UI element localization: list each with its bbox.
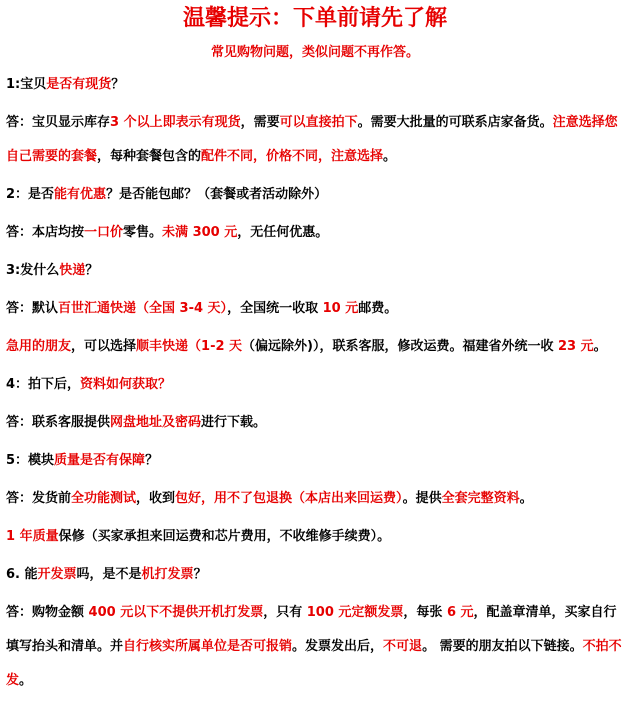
body-text: 。发票发出后，: [292, 639, 384, 654]
body-text: 1:宝贝: [6, 77, 47, 92]
highlight-text: 不拍不发: [6, 639, 622, 688]
page-subtitle: 常见购物问题，类似问题不再作答。: [210, 45, 419, 60]
question-1: [6, 76, 624, 94]
highlight-text: 400 元以下不提供开机打发票: [88, 605, 264, 620]
highlight-text: 不可退: [383, 639, 423, 654]
body-text: ，收到: [136, 491, 176, 506]
body-text: 5：模块: [6, 453, 55, 468]
highlight-text: 急用的朋友: [6, 339, 72, 354]
body-text: 答：默认: [6, 301, 59, 316]
highlight-text: 自行核实所属单位是否可报销: [123, 639, 293, 654]
highlight-text: 配件不同，价格不同，注意选择: [201, 149, 384, 164]
highlight-text: 是否有现货: [46, 77, 112, 92]
body-text: ，可以选择: [71, 339, 137, 354]
body-text: 。: [383, 149, 397, 164]
body-text: 。: [519, 491, 533, 506]
body-text: 答：联系客服提供: [6, 415, 111, 430]
question-6: [6, 566, 624, 584]
body-text: （偏远除外)），联系客服，修改运费。福建省外统一收: [242, 339, 559, 354]
highlight-text: 未满 300 元: [162, 225, 238, 240]
question-2: [6, 186, 624, 204]
highlight-text: 资料如何获取？: [80, 377, 172, 392]
body-text: 2：是否: [6, 187, 55, 202]
answer-1: [6, 106, 624, 174]
question-4: [6, 376, 624, 394]
body-text: ，无任何优惠。: [237, 225, 329, 240]
body-text: ，全国统一收取: [227, 301, 323, 316]
body-text: ，配盖章清单，买家自行填写抬头和清单。并: [6, 605, 617, 654]
answer-3: [6, 300, 624, 318]
highlight-text: 全套完整资料: [441, 491, 520, 506]
answer-2: [6, 224, 624, 242]
question-3: [6, 262, 624, 280]
highlight-text: 一口价: [84, 225, 124, 240]
faq-content: [6, 76, 624, 710]
body-text: ？: [111, 77, 125, 92]
highlight-text: 23 元: [558, 339, 594, 354]
body-text: 6. 能: [6, 567, 38, 582]
body-text: 邮费。: [358, 301, 398, 316]
body-text: ，只有: [263, 605, 307, 620]
body-text: ？是否能包邮？（套餐或者活动除外）: [106, 187, 328, 202]
highlight-text: 注意选择您自己需要的套餐: [6, 115, 618, 164]
body-text: 3:发什么: [6, 263, 60, 278]
body-text: 。提供: [402, 491, 442, 506]
highlight-text: 可以直接拍下: [279, 115, 358, 130]
answer-5-extra: [6, 528, 624, 546]
body-text: 。: [19, 673, 33, 688]
answer-4: [6, 414, 624, 432]
body-text: 答：购物金额: [6, 605, 89, 620]
body-text: 进行下载。: [201, 415, 267, 430]
body-text: ，每种套餐包含的: [97, 149, 202, 164]
highlight-text: 10 元: [322, 301, 359, 316]
highlight-text: 6 元: [446, 605, 474, 620]
body-text: 。需要大批量的可联系店家备货。: [357, 115, 553, 130]
highlight-text: 3 个以上即表示有现货: [110, 115, 241, 130]
page-title: 温馨提示：下单前请先了解: [182, 6, 447, 31]
body-text: ，需要: [240, 115, 280, 130]
highlight-text: 质量是否有保障: [54, 453, 146, 468]
highlight-text: 网盘地址及密码: [110, 415, 202, 430]
body-text: 4：拍下后，: [6, 377, 81, 392]
highlight-text: 快递: [59, 263, 86, 278]
question-5: [6, 452, 624, 470]
body-text: 。: [593, 339, 607, 354]
body-text: 答：发货前: [6, 491, 72, 506]
highlight-text: 机打发票: [141, 567, 194, 582]
answer-5: [6, 490, 624, 508]
answer-3-extra: [6, 330, 624, 364]
highlight-text: 能有优惠: [54, 187, 107, 202]
body-text: 。 需要的朋友拍以下链接。: [422, 639, 583, 654]
highlight-text: 1 年质量: [6, 529, 59, 544]
body-text: ？: [145, 453, 159, 468]
body-text: 答：本店均按: [6, 225, 85, 240]
body-text: ，每张: [403, 605, 447, 620]
highlight-text: 开发票: [37, 567, 77, 582]
body-text: 零售。: [123, 225, 163, 240]
highlight-text: 百世汇通快递（全国 3-4 天）: [58, 301, 228, 316]
highlight-text: 包好，用不了包退换（本店出来回运费）: [175, 491, 403, 506]
highlight-text: 全功能测试: [71, 491, 137, 506]
highlight-text: 顺丰快递（1-2 天: [136, 339, 243, 354]
body-text: 吗，是不是: [76, 567, 142, 582]
body-text: 保修（买家承担来回运费和芯片费用，不收维修手续费）。: [58, 529, 391, 544]
body-text: 答：宝贝显示库存: [6, 115, 111, 130]
body-text: ？: [85, 263, 99, 278]
body-text: ？: [193, 567, 207, 582]
answer-6: [6, 596, 624, 698]
highlight-text: 100 元定额发票: [306, 605, 404, 620]
